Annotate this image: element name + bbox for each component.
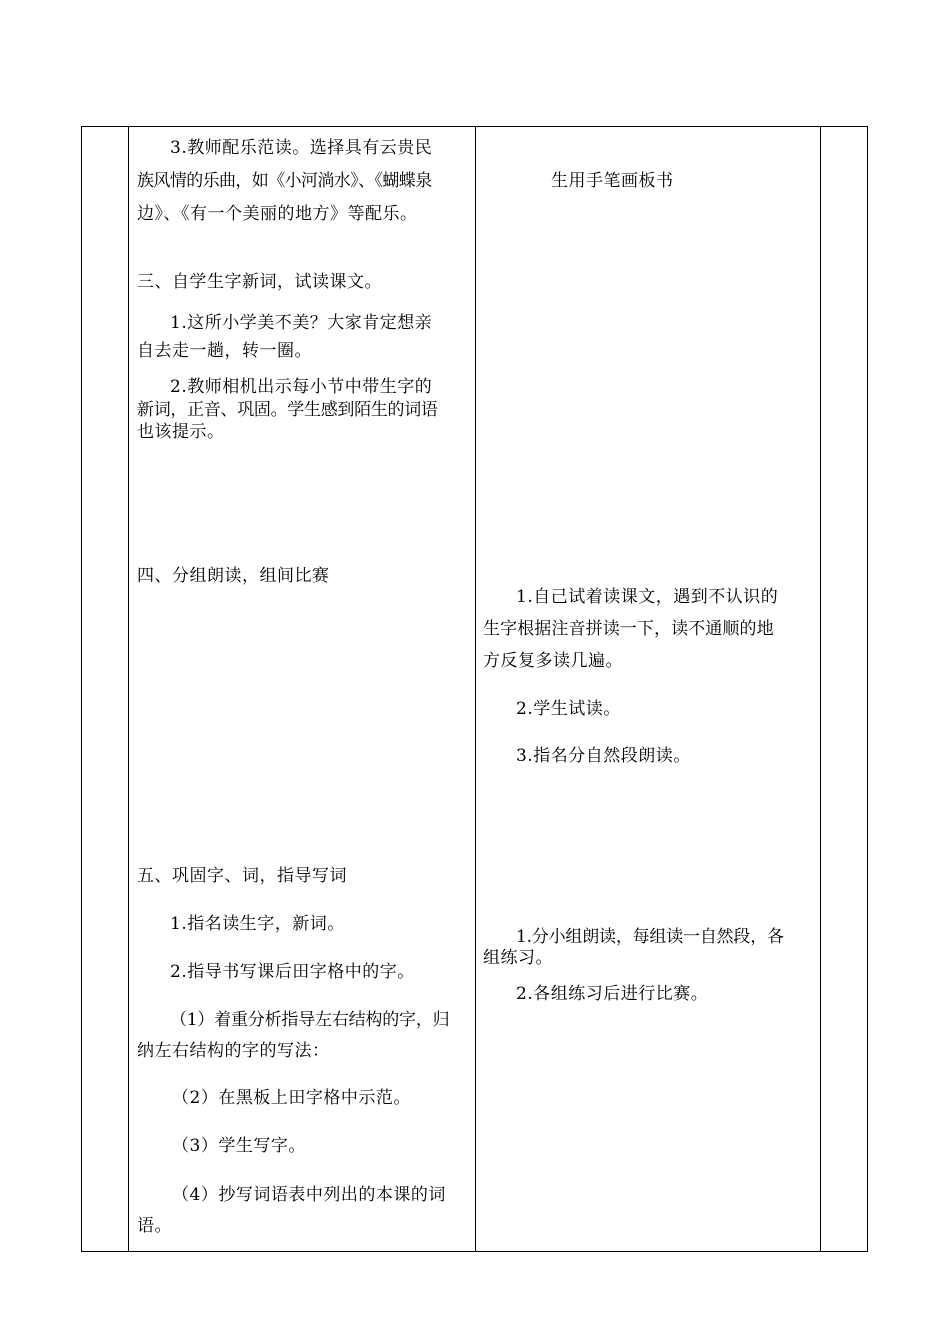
teacher-item-3-line1: 3.教师配乐范读。选择具有云贵民 xyxy=(170,138,433,158)
section-5-sub-3: （3）学生写字。 xyxy=(172,1136,306,1156)
group-item-2: 2.各组练习后进行比赛。 xyxy=(516,984,709,1004)
section-3-item-2-line1: 2.教师相机出示每小节中带生字的 xyxy=(170,377,433,397)
board-note: 生用手笔画板书 xyxy=(551,171,674,191)
section-5-sub-1-line1: （1）着重分析指导左右结构的字，归 xyxy=(170,1010,450,1030)
student-item-3: 3.指名分自然段朗读。 xyxy=(516,746,691,766)
column-divider-3 xyxy=(820,127,821,1251)
column-divider-1 xyxy=(128,127,129,1251)
student-item-1-line2: 生字根据注音拼读一下，读不通顺的地 xyxy=(483,619,774,639)
column-divider-2 xyxy=(475,127,476,1251)
section-5-sub-4-line1: （4）抄写词语表中列出的本课的词 xyxy=(172,1185,446,1205)
section-5-sub-1-line2: 纳左右结构的字的写法： xyxy=(137,1041,330,1061)
section-3-item-1-line1: 1.这所小学美不美？大家肯定想亲 xyxy=(170,313,433,333)
teacher-item-3-line3: 边》、《有一个美丽的地方》等配乐。 xyxy=(137,204,418,224)
section-4-heading: 四、分组朗读，组间比赛 xyxy=(137,566,330,586)
student-item-1-line1: 1.自己试着读课文，遇到不认识的 xyxy=(516,587,779,607)
student-item-1-line3: 方反复多读几遍。 xyxy=(483,651,623,671)
section-5-sub-4-line2: 语。 xyxy=(137,1216,172,1236)
section-5-heading: 五、巩固字、词，指导写词 xyxy=(137,866,347,886)
section-5-item-1: 1.指名读生字，新词。 xyxy=(170,914,345,934)
section-3-heading: 三、自学生字新词，试读课文。 xyxy=(137,272,382,292)
student-item-2: 2.学生试读。 xyxy=(516,699,621,719)
group-item-1-line2: 组练习。 xyxy=(483,948,553,968)
section-5-item-2: 2.指导书写课后田字格中的字。 xyxy=(170,962,415,982)
teacher-item-3-line2: 族风情的乐曲，如《小河淌水》、《蝴蝶泉 xyxy=(137,171,432,191)
section-3-item-1-line2: 自去走一趟，转一圈。 xyxy=(137,341,312,361)
section-3-item-2-line3: 也该提示。 xyxy=(137,422,225,442)
group-item-1-line1: 1.分小组朗读，每组读一自然段，各 xyxy=(516,927,784,947)
section-5-sub-2: （2）在黑板上田字格中示范。 xyxy=(172,1088,411,1108)
section-3-item-2-line2: 新词，正音、巩固。学生感到陌生的词语 xyxy=(137,400,438,420)
